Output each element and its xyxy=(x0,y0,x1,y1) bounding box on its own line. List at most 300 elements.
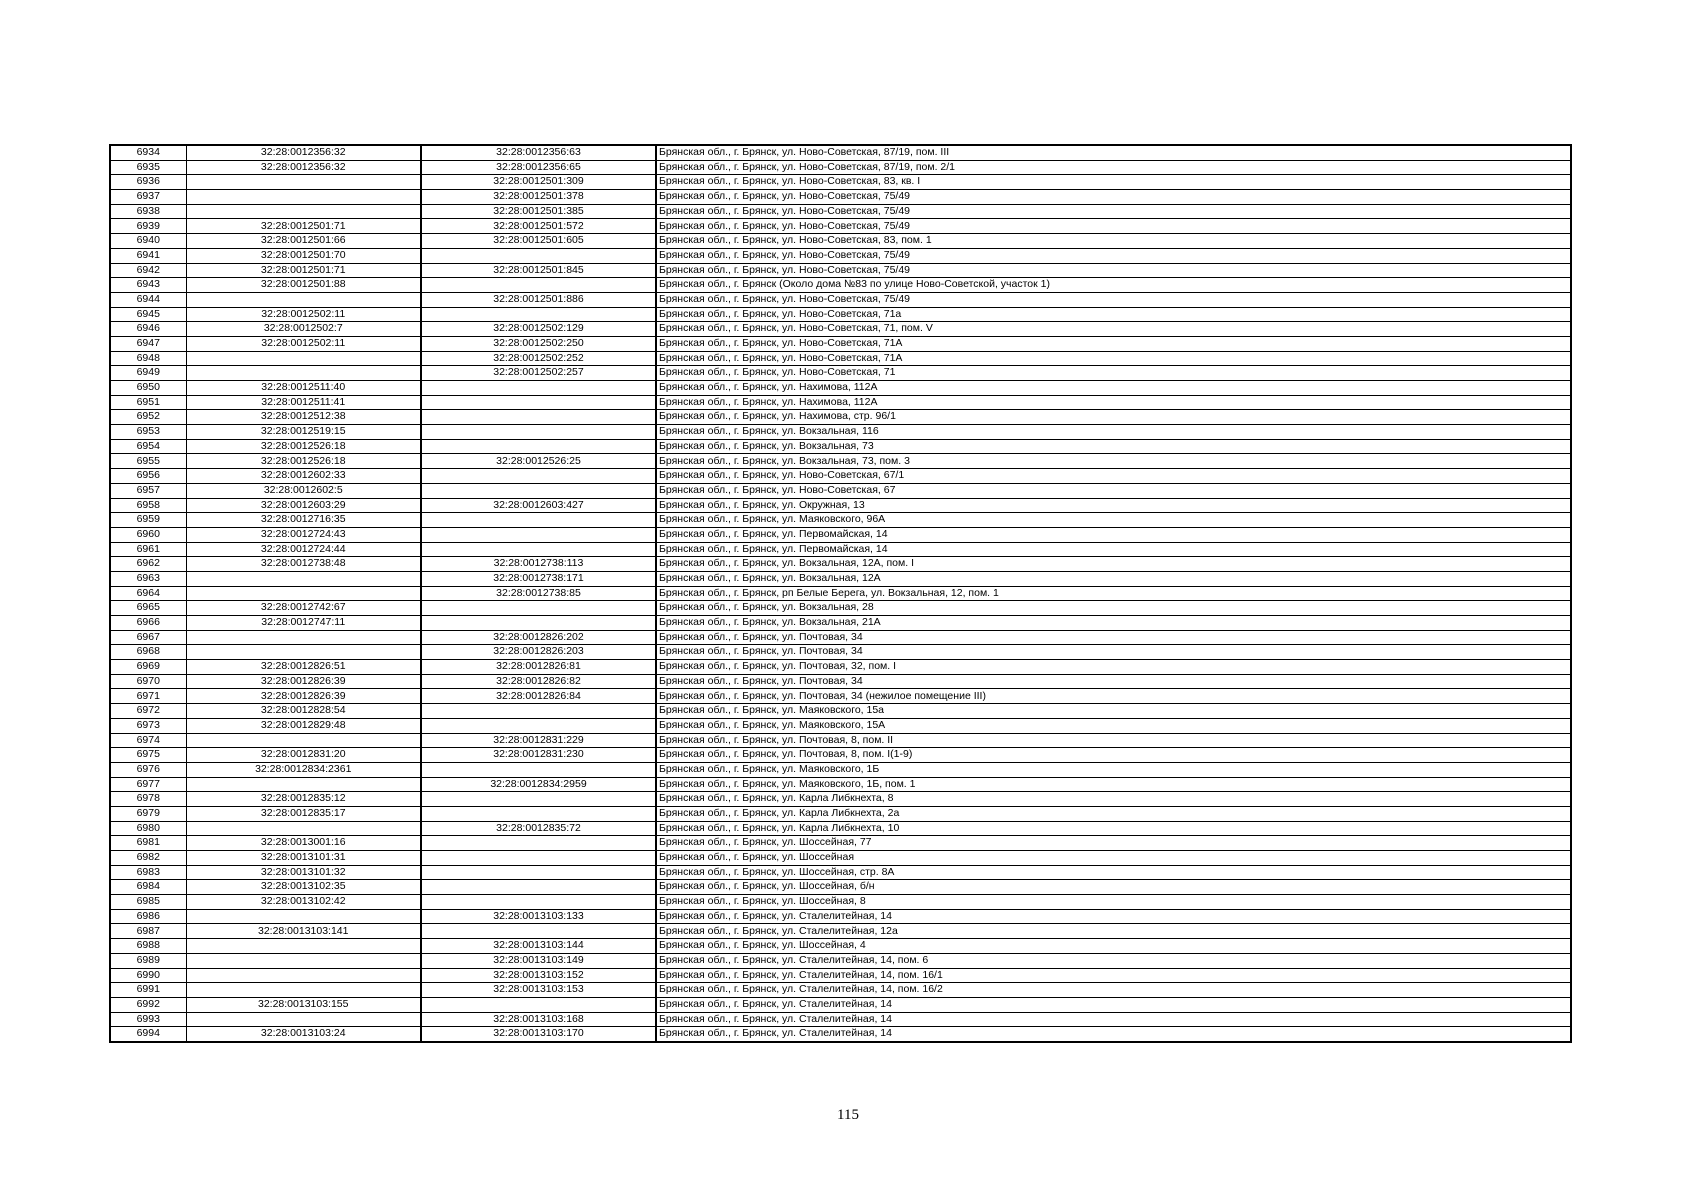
land-cadastral-number-cell: 32:28:0013001:16 xyxy=(186,836,421,851)
address-cell: Брянская обл., г. Брянск, ул. Вокзальная, 116 xyxy=(656,425,1571,440)
address-cell: Брянская обл., г. Брянск, ул. Нахимова, 112А xyxy=(656,395,1571,410)
land-cadastral-number-cell: 32:28:0012501:71 xyxy=(186,219,421,234)
land-cadastral-number-cell: 32:28:0012738:48 xyxy=(186,557,421,572)
row-number-cell: 6984 xyxy=(110,880,186,895)
table-row xyxy=(110,336,1571,351)
address-cell: Брянская обл., г. Брянск, ул. Маяковского, 1Б, пом. 1 xyxy=(656,777,1571,792)
land-cadastral-number-cell xyxy=(186,909,421,924)
table-row xyxy=(110,248,1571,263)
object-cadastral-number-cell: 32:28:0012826:203 xyxy=(421,645,656,660)
land-cadastral-number-cell: 32:28:0012501:88 xyxy=(186,278,421,293)
object-cadastral-number-cell: 32:28:0012501:572 xyxy=(421,219,656,234)
land-cadastral-number-cell: 32:28:0012526:18 xyxy=(186,439,421,454)
row-number-cell: 6982 xyxy=(110,851,186,866)
table-row xyxy=(110,997,1571,1012)
address-cell: Брянская обл., г. Брянск, ул. Шоссейная, 8 xyxy=(656,895,1571,910)
table-row xyxy=(110,498,1571,513)
object-cadastral-number-cell: 32:28:0012356:63 xyxy=(421,145,656,160)
address-cell: Брянская обл., г. Брянск, ул. Ново-Советская, 83, кв. I xyxy=(656,175,1571,190)
row-number-cell: 6993 xyxy=(110,1012,186,1027)
table-row xyxy=(110,909,1571,924)
land-cadastral-number-cell: 32:28:0012828:54 xyxy=(186,704,421,719)
table-row xyxy=(110,616,1571,631)
row-number-cell: 6965 xyxy=(110,601,186,616)
row-number-cell: 6968 xyxy=(110,645,186,660)
table-row xyxy=(110,234,1571,249)
address-cell: Брянская обл., г. Брянск, ул. Ново-Советская, 75/49 xyxy=(656,204,1571,219)
table-row xyxy=(110,513,1571,528)
row-number-cell: 6990 xyxy=(110,968,186,983)
object-cadastral-number-cell: 32:28:0012502:129 xyxy=(421,322,656,337)
table-row xyxy=(110,777,1571,792)
table-row xyxy=(110,924,1571,939)
land-cadastral-number-cell xyxy=(186,175,421,190)
address-cell: Брянская обл., г. Брянск, ул. Сталелитейная, 14, пом. 6 xyxy=(656,953,1571,968)
object-cadastral-number-cell xyxy=(421,718,656,733)
row-number-cell: 6945 xyxy=(110,307,186,322)
address-cell: Брянская обл., г. Брянск, ул. Ново-Советская, 75/49 xyxy=(656,248,1571,263)
land-cadastral-number-cell: 32:28:0012526:18 xyxy=(186,454,421,469)
row-number-cell: 6958 xyxy=(110,498,186,513)
row-number-cell: 6949 xyxy=(110,366,186,381)
table-row xyxy=(110,601,1571,616)
row-number-cell: 6941 xyxy=(110,248,186,263)
land-cadastral-number-cell: 32:28:0012724:44 xyxy=(186,542,421,557)
row-number-cell: 6974 xyxy=(110,733,186,748)
land-cadastral-number-cell: 32:28:0013102:42 xyxy=(186,895,421,910)
land-cadastral-number-cell xyxy=(186,821,421,836)
object-cadastral-number-cell xyxy=(421,395,656,410)
object-cadastral-number-cell xyxy=(421,381,656,396)
table-row xyxy=(110,586,1571,601)
land-cadastral-number-cell: 32:28:0012603:29 xyxy=(186,498,421,513)
table-row xyxy=(110,395,1571,410)
address-cell: Брянская обл., г. Брянск, ул. Ново-Советская, 71, пом. V xyxy=(656,322,1571,337)
object-cadastral-number-cell xyxy=(421,792,656,807)
table-row xyxy=(110,718,1571,733)
object-cadastral-number-cell: 32:28:0012501:886 xyxy=(421,292,656,307)
row-number-cell: 6940 xyxy=(110,234,186,249)
row-number-cell: 6960 xyxy=(110,527,186,542)
table-row xyxy=(110,542,1571,557)
address-cell: Брянская обл., г. Брянск, ул. Вокзальная, 21А xyxy=(656,616,1571,631)
land-cadastral-number-cell: 32:28:0012716:35 xyxy=(186,513,421,528)
address-cell: Брянская обл., г. Брянск, ул. Окружная, 13 xyxy=(656,498,1571,513)
table-row xyxy=(110,454,1571,469)
land-cadastral-number-cell: 32:28:0012835:12 xyxy=(186,792,421,807)
object-cadastral-number-cell xyxy=(421,806,656,821)
object-cadastral-number-cell: 32:28:0013103:153 xyxy=(421,983,656,998)
object-cadastral-number-cell xyxy=(421,248,656,263)
address-cell: Брянская обл., г. Брянск, ул. Сталелитейная, 14 xyxy=(656,1027,1571,1042)
table-row xyxy=(110,160,1571,175)
address-cell: Брянская обл., г. Брянск, ул. Вокзальная, 73, пом. 3 xyxy=(656,454,1571,469)
object-cadastral-number-cell xyxy=(421,410,656,425)
table-row xyxy=(110,821,1571,836)
land-cadastral-number-cell: 32:28:0012724:43 xyxy=(186,527,421,542)
object-cadastral-number-cell xyxy=(421,865,656,880)
table-row xyxy=(110,351,1571,366)
address-cell: Брянская обл., г. Брянск, ул. Вокзальная, 28 xyxy=(656,601,1571,616)
row-number-cell: 6992 xyxy=(110,997,186,1012)
address-cell: Брянская обл., г. Брянск, ул. Почтовая, 34 (нежилое помещение III) xyxy=(656,689,1571,704)
row-number-cell: 6957 xyxy=(110,483,186,498)
row-number-cell: 6987 xyxy=(110,924,186,939)
object-cadastral-number-cell xyxy=(421,836,656,851)
object-cadastral-number-cell xyxy=(421,469,656,484)
table-row xyxy=(110,410,1571,425)
address-cell: Брянская обл., г. Брянск, ул. Ново-Советская, 83, пом. 1 xyxy=(656,234,1571,249)
address-cell: Брянская обл., г. Брянск, ул. Шоссейная, 77 xyxy=(656,836,1571,851)
row-number-cell: 6938 xyxy=(110,204,186,219)
address-cell: Брянская обл., г. Брянск, ул. Первомайская, 14 xyxy=(656,527,1571,542)
land-cadastral-number-cell: 32:28:0013103:155 xyxy=(186,997,421,1012)
row-number-cell: 6983 xyxy=(110,865,186,880)
row-number-cell: 6959 xyxy=(110,513,186,528)
land-cadastral-number-cell: 32:28:0012747:11 xyxy=(186,616,421,631)
table-row xyxy=(110,292,1571,307)
row-number-cell: 6950 xyxy=(110,381,186,396)
object-cadastral-number-cell: 32:28:0012502:252 xyxy=(421,351,656,366)
land-cadastral-number-cell: 32:28:0012511:41 xyxy=(186,395,421,410)
object-cadastral-number-cell xyxy=(421,425,656,440)
table-row xyxy=(110,762,1571,777)
row-number-cell: 6948 xyxy=(110,351,186,366)
address-cell: Брянская обл., г. Брянск, ул. Карла Либкнехта, 8 xyxy=(656,792,1571,807)
address-cell: Брянская обл., г. Брянск, ул. Нахимова, стр. 96/1 xyxy=(656,410,1571,425)
table-row xyxy=(110,880,1571,895)
object-cadastral-number-cell: 32:28:0012826:82 xyxy=(421,674,656,689)
row-number-cell: 6989 xyxy=(110,953,186,968)
table-row xyxy=(110,630,1571,645)
row-number-cell: 6953 xyxy=(110,425,186,440)
address-cell: Брянская обл., г. Брянск (Около дома №83 по улице Ново-Советской, участок 1) xyxy=(656,278,1571,293)
object-cadastral-number-cell xyxy=(421,880,656,895)
land-cadastral-number-cell: 32:28:0012602:5 xyxy=(186,483,421,498)
table-row xyxy=(110,1027,1571,1042)
row-number-cell: 6942 xyxy=(110,263,186,278)
object-cadastral-number-cell xyxy=(421,851,656,866)
object-cadastral-number-cell: 32:28:0012738:171 xyxy=(421,571,656,586)
address-cell: Брянская обл., г. Брянск, ул. Нахимова, 112А xyxy=(656,381,1571,396)
address-cell: Брянская обл., г. Брянск, ул. Вокзальная, 12А, пом. I xyxy=(656,557,1571,572)
address-cell: Брянская обл., г. Брянск, ул. Ново-Советская, 87/19, пом. 2/1 xyxy=(656,160,1571,175)
row-number-cell: 6972 xyxy=(110,704,186,719)
row-number-cell: 6979 xyxy=(110,806,186,821)
object-cadastral-number-cell: 32:28:0012502:257 xyxy=(421,366,656,381)
table-row xyxy=(110,733,1571,748)
object-cadastral-number-cell: 32:28:0012826:202 xyxy=(421,630,656,645)
address-cell: Брянская обл., г. Брянск, ул. Карла Либкнехта, 10 xyxy=(656,821,1571,836)
address-cell: Брянская обл., г. Брянск, ул. Шоссейная, стр. 8А xyxy=(656,865,1571,880)
object-cadastral-number-cell xyxy=(421,439,656,454)
object-cadastral-number-cell: 32:28:0012501:309 xyxy=(421,175,656,190)
row-number-cell: 6966 xyxy=(110,616,186,631)
table-row xyxy=(110,645,1571,660)
land-cadastral-number-cell: 32:28:0012826:39 xyxy=(186,689,421,704)
row-number-cell: 6988 xyxy=(110,939,186,954)
table-row xyxy=(110,381,1571,396)
land-cadastral-number-cell: 32:28:0012356:32 xyxy=(186,145,421,160)
row-number-cell: 6967 xyxy=(110,630,186,645)
address-cell: Брянская обл., г. Брянск, ул. Сталелитейная, 14, пом. 16/2 xyxy=(656,983,1571,998)
row-number-cell: 6943 xyxy=(110,278,186,293)
land-cadastral-number-cell xyxy=(186,366,421,381)
object-cadastral-number-cell xyxy=(421,513,656,528)
table-row xyxy=(110,219,1571,234)
object-cadastral-number-cell: 32:28:0012831:229 xyxy=(421,733,656,748)
object-cadastral-number-cell xyxy=(421,895,656,910)
address-cell: Брянская обл., г. Брянск, ул. Маяковского, 1Б xyxy=(656,762,1571,777)
land-cadastral-number-cell xyxy=(186,953,421,968)
land-cadastral-number-cell xyxy=(186,777,421,792)
table-row xyxy=(110,571,1571,586)
object-cadastral-number-cell: 32:28:0012834:2959 xyxy=(421,777,656,792)
address-cell: Брянская обл., г. Брянск, ул. Почтовая, 8, пом. I(1-9) xyxy=(656,748,1571,763)
land-cadastral-number-cell xyxy=(186,983,421,998)
land-cadastral-number-cell: 32:28:0012835:17 xyxy=(186,806,421,821)
address-cell: Брянская обл., г. Брянск, ул. Почтовая, 34 xyxy=(656,630,1571,645)
object-cadastral-number-cell: 32:28:0012826:84 xyxy=(421,689,656,704)
land-cadastral-number-cell xyxy=(186,190,421,205)
object-cadastral-number-cell xyxy=(421,997,656,1012)
table-row xyxy=(110,983,1571,998)
row-number-cell: 6955 xyxy=(110,454,186,469)
row-number-cell: 6970 xyxy=(110,674,186,689)
row-number-cell: 6935 xyxy=(110,160,186,175)
address-cell: Брянская обл., г. Брянск, ул. Ново-Советская, 75/49 xyxy=(656,292,1571,307)
land-cadastral-number-cell: 32:28:0012826:39 xyxy=(186,674,421,689)
table-row xyxy=(110,278,1571,293)
land-cadastral-number-cell xyxy=(186,733,421,748)
address-cell: Брянская обл., г. Брянск, ул. Шоссейная, б/н xyxy=(656,880,1571,895)
land-cadastral-number-cell: 32:28:0013101:31 xyxy=(186,851,421,866)
row-number-cell: 6936 xyxy=(110,175,186,190)
land-cadastral-number-cell xyxy=(186,645,421,660)
table-row xyxy=(110,263,1571,278)
row-number-cell: 6964 xyxy=(110,586,186,601)
land-cadastral-number-cell: 32:28:0012602:33 xyxy=(186,469,421,484)
address-cell: Брянская обл., г. Брянск, ул. Ново-Советская, 71 xyxy=(656,366,1571,381)
table-row xyxy=(110,307,1571,322)
address-cell: Брянская обл., г. Брянск, ул. Маяковского, 15а xyxy=(656,704,1571,719)
row-number-cell: 6939 xyxy=(110,219,186,234)
land-cadastral-number-cell xyxy=(186,968,421,983)
land-cadastral-number-cell xyxy=(186,939,421,954)
land-cadastral-number-cell: 32:28:0012834:2361 xyxy=(186,762,421,777)
address-cell: Брянская обл., г. Брянск, ул. Ново-Советская, 71А xyxy=(656,336,1571,351)
land-cadastral-number-cell xyxy=(186,292,421,307)
object-cadastral-number-cell: 32:28:0013103:144 xyxy=(421,939,656,954)
address-cell: Брянская обл., г. Брянск, ул. Почтовая, 34 xyxy=(656,645,1571,660)
address-cell: Брянская обл., г. Брянск, ул. Ново-Советская, 67 xyxy=(656,483,1571,498)
table-row xyxy=(110,939,1571,954)
address-cell: Брянская обл., г. Брянск, ул. Почтовая, 32, пом. I xyxy=(656,660,1571,675)
object-cadastral-number-cell: 32:28:0012501:845 xyxy=(421,263,656,278)
row-number-cell: 6961 xyxy=(110,542,186,557)
land-cadastral-number-cell: 32:28:0012501:66 xyxy=(186,234,421,249)
land-cadastral-number-cell xyxy=(186,586,421,601)
object-cadastral-number-cell xyxy=(421,762,656,777)
land-cadastral-number-cell: 32:28:0012742:67 xyxy=(186,601,421,616)
address-cell: Брянская обл., г. Брянск, ул. Почтовая, 8, пом. II xyxy=(656,733,1571,748)
row-number-cell: 6963 xyxy=(110,571,186,586)
land-cadastral-number-cell: 32:28:0012826:51 xyxy=(186,660,421,675)
row-number-cell: 6952 xyxy=(110,410,186,425)
land-cadastral-number-cell: 32:28:0012501:70 xyxy=(186,248,421,263)
table-row xyxy=(110,1012,1571,1027)
row-number-cell: 6981 xyxy=(110,836,186,851)
registry-sheet xyxy=(109,144,1570,1043)
land-cadastral-number-cell: 32:28:0012501:71 xyxy=(186,263,421,278)
object-cadastral-number-cell xyxy=(421,601,656,616)
land-cadastral-number-cell: 32:28:0013102:35 xyxy=(186,880,421,895)
row-number-cell: 6937 xyxy=(110,190,186,205)
land-cadastral-number-cell: 32:28:0012519:15 xyxy=(186,425,421,440)
object-cadastral-number-cell xyxy=(421,483,656,498)
address-cell: Брянская обл., г. Брянск, ул. Сталелитейная, 14, пом. 16/1 xyxy=(656,968,1571,983)
table-row xyxy=(110,425,1571,440)
object-cadastral-number-cell: 32:28:0012831:230 xyxy=(421,748,656,763)
row-number-cell: 6946 xyxy=(110,322,186,337)
object-cadastral-number-cell: 32:28:0012603:427 xyxy=(421,498,656,513)
address-cell: Брянская обл., г. Брянск, ул. Вокзальная, 12А xyxy=(656,571,1571,586)
table-row xyxy=(110,748,1571,763)
table-row xyxy=(110,469,1571,484)
table-row xyxy=(110,527,1571,542)
land-cadastral-number-cell: 32:28:0012829:48 xyxy=(186,718,421,733)
land-cadastral-number-cell: 32:28:0012502:11 xyxy=(186,307,421,322)
table-row xyxy=(110,322,1571,337)
object-cadastral-number-cell xyxy=(421,527,656,542)
address-cell: Брянская обл., г. Брянск, ул. Маяковского, 15А xyxy=(656,718,1571,733)
land-cadastral-number-cell: 32:28:0012502:11 xyxy=(186,336,421,351)
table-row xyxy=(110,145,1571,160)
land-cadastral-number-cell: 32:28:0013101:32 xyxy=(186,865,421,880)
address-cell: Брянская обл., г. Брянск, ул. Ново-Советская, 75/49 xyxy=(656,263,1571,278)
land-cadastral-number-cell: 32:28:0012356:32 xyxy=(186,160,421,175)
address-cell: Брянская обл., г. Брянск, ул. Первомайская, 14 xyxy=(656,542,1571,557)
row-number-cell: 6980 xyxy=(110,821,186,836)
table-row xyxy=(110,836,1571,851)
object-cadastral-number-cell xyxy=(421,616,656,631)
address-cell: Брянская обл., г. Брянск, ул. Сталелитейная, 14 xyxy=(656,909,1571,924)
object-cadastral-number-cell: 32:28:0013103:170 xyxy=(421,1027,656,1042)
row-number-cell: 6986 xyxy=(110,909,186,924)
address-cell: Брянская обл., г. Брянск, ул. Сталелитейная, 12а xyxy=(656,924,1571,939)
row-number-cell: 6994 xyxy=(110,1027,186,1042)
table-row xyxy=(110,204,1571,219)
object-cadastral-number-cell: 32:28:0012501:385 xyxy=(421,204,656,219)
address-cell: Брянская обл., г. Брянск, ул. Ново-Советская, 71а xyxy=(656,307,1571,322)
row-number-cell: 6934 xyxy=(110,145,186,160)
address-cell: Брянская обл., г. Брянск, ул. Ново-Советская, 71А xyxy=(656,351,1571,366)
row-number-cell: 6991 xyxy=(110,983,186,998)
row-number-cell: 6977 xyxy=(110,777,186,792)
address-cell: Брянская обл., г. Брянск, рп Белые Берега, ул. Вокзальная, 12, пом. 1 xyxy=(656,586,1571,601)
table-row xyxy=(110,483,1571,498)
object-cadastral-number-cell xyxy=(421,307,656,322)
row-number-cell: 6971 xyxy=(110,689,186,704)
row-number-cell: 6962 xyxy=(110,557,186,572)
table-row xyxy=(110,792,1571,807)
table-row xyxy=(110,190,1571,205)
land-cadastral-number-cell xyxy=(186,571,421,586)
table-row xyxy=(110,557,1571,572)
row-number-cell: 6956 xyxy=(110,469,186,484)
table-row xyxy=(110,865,1571,880)
address-cell: Брянская обл., г. Брянск, ул. Шоссейная xyxy=(656,851,1571,866)
land-cadastral-number-cell xyxy=(186,630,421,645)
table-row xyxy=(110,175,1571,190)
land-cadastral-number-cell: 32:28:0012511:40 xyxy=(186,381,421,396)
row-number-cell: 6951 xyxy=(110,395,186,410)
land-cadastral-number-cell xyxy=(186,351,421,366)
table-row xyxy=(110,674,1571,689)
address-cell: Брянская обл., г. Брянск, ул. Почтовая, 34 xyxy=(656,674,1571,689)
table-row xyxy=(110,806,1571,821)
object-cadastral-number-cell: 32:28:0013103:149 xyxy=(421,953,656,968)
object-cadastral-number-cell: 32:28:0013103:168 xyxy=(421,1012,656,1027)
table-row xyxy=(110,895,1571,910)
address-cell: Брянская обл., г. Брянск, ул. Ново-Советская, 75/49 xyxy=(656,219,1571,234)
object-cadastral-number-cell xyxy=(421,924,656,939)
address-cell: Брянская обл., г. Брянск, ул. Ново-Советская, 87/19, пом. III xyxy=(656,145,1571,160)
object-cadastral-number-cell: 32:28:0012356:65 xyxy=(421,160,656,175)
object-cadastral-number-cell: 32:28:0012501:605 xyxy=(421,234,656,249)
object-cadastral-number-cell: 32:28:0012502:250 xyxy=(421,336,656,351)
object-cadastral-number-cell: 32:28:0012501:378 xyxy=(421,190,656,205)
object-cadastral-number-cell xyxy=(421,542,656,557)
land-cadastral-number-cell: 32:28:0012831:20 xyxy=(186,748,421,763)
table-row xyxy=(110,439,1571,454)
table-row xyxy=(110,968,1571,983)
row-number-cell: 6973 xyxy=(110,718,186,733)
table-row xyxy=(110,851,1571,866)
address-cell: Брянская обл., г. Брянск, ул. Ново-Советская, 67/1 xyxy=(656,469,1571,484)
address-cell: Брянская обл., г. Брянск, ул. Маяковского, 96А xyxy=(656,513,1571,528)
land-cadastral-number-cell xyxy=(186,204,421,219)
land-cadastral-number-cell: 32:28:0013103:141 xyxy=(186,924,421,939)
table-row xyxy=(110,689,1571,704)
object-cadastral-number-cell: 32:28:0012738:85 xyxy=(421,586,656,601)
row-number-cell: 6985 xyxy=(110,895,186,910)
object-cadastral-number-cell: 32:28:0013103:152 xyxy=(421,968,656,983)
object-cadastral-number-cell: 32:28:0012835:72 xyxy=(421,821,656,836)
row-number-cell: 6978 xyxy=(110,792,186,807)
row-number-cell: 6954 xyxy=(110,439,186,454)
land-cadastral-number-cell: 32:28:0012512:38 xyxy=(186,410,421,425)
row-number-cell: 6969 xyxy=(110,660,186,675)
address-cell: Брянская обл., г. Брянск, ул. Ново-Советская, 75/49 xyxy=(656,190,1571,205)
address-cell: Брянская обл., г. Брянск, ул. Шоссейная, 4 xyxy=(656,939,1571,954)
table-row xyxy=(110,366,1571,381)
row-number-cell: 6976 xyxy=(110,762,186,777)
address-cell: Брянская обл., г. Брянск, ул. Карла Либкнехта, 2а xyxy=(656,806,1571,821)
row-number-cell: 6947 xyxy=(110,336,186,351)
table-row xyxy=(110,660,1571,675)
address-cell: Брянская обл., г. Брянск, ул. Сталелитейная, 14 xyxy=(656,997,1571,1012)
address-cell: Брянская обл., г. Брянск, ул. Сталелитейная, 14 xyxy=(656,1012,1571,1027)
registry-table-body xyxy=(110,145,1571,1042)
row-number-cell: 6975 xyxy=(110,748,186,763)
object-cadastral-number-cell: 32:28:0013103:133 xyxy=(421,909,656,924)
table-row xyxy=(110,704,1571,719)
row-number-cell: 6944 xyxy=(110,292,186,307)
table-row xyxy=(110,953,1571,968)
land-cadastral-number-cell xyxy=(186,1012,421,1027)
object-cadastral-number-cell: 32:28:0012526:25 xyxy=(421,454,656,469)
